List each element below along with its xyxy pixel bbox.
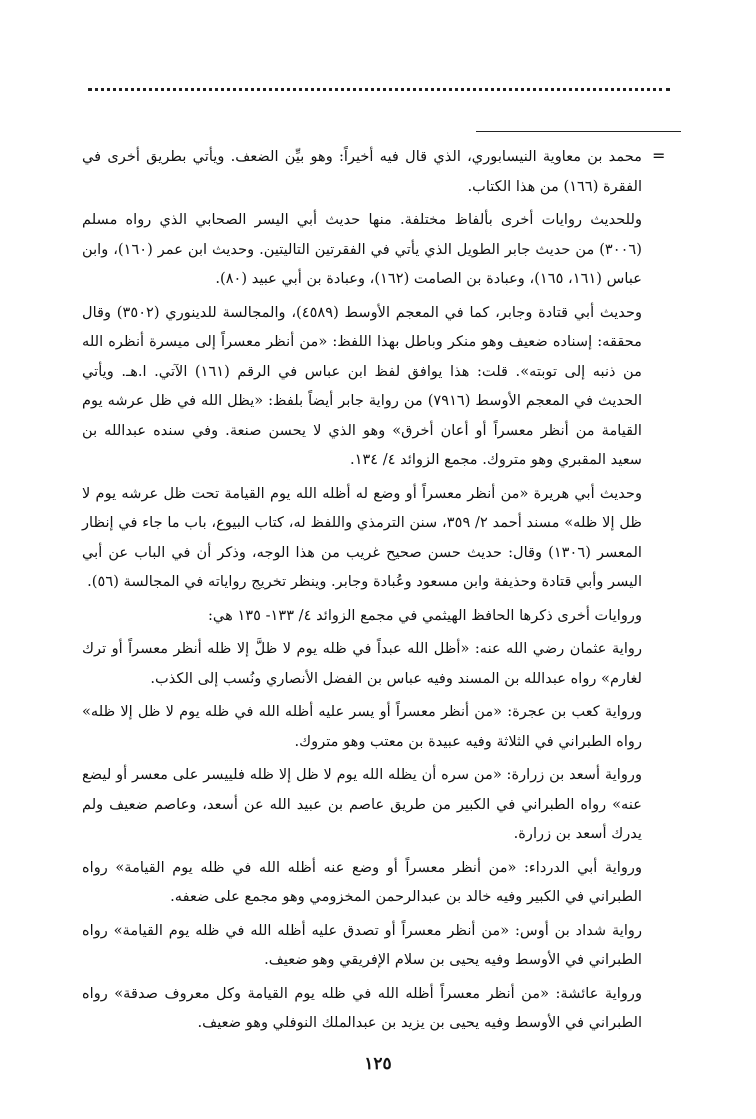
paragraph-11: ورواية عائشة: «من أنظر معسراً أظله الله في ظله يوم القيامة وكل معروف صدقة» رواه الطبراني في الأوسط وفيه يحيى بن يزيد بن عبدالملك النوفلي وهو ضعيف. bbox=[82, 984, 642, 1031]
paragraph-2: وللحديث روايات أخرى بألفاظ مختلفة. منها حديث أبي اليسر الصحابي الذي رواه مسلم (٣٠٠٦) من حديث جابر الطويل الذي يأتي في الفقرتين التاليتين. وحديث ابن عمر (١٦٠)، وابن عباس (١٦١، ١٦٥)، وعبادة بن الصامت (١٦٢)، وعبادة بن أبي عبيد (٨٠). bbox=[82, 211, 642, 287]
paragraph-10: رواية شداد بن أوس: «من أنظر معسراً أو تصدق عليه أظله الله في ظله يوم القيامة» رواه الطبراني في الأوسط وفيه يحيى بن سلام الإفريقي وهو ضعيف. bbox=[82, 921, 642, 968]
paragraph-4: وحديث أبي هريرة «من أنظر معسراً أو وضع له أظله الله يوم القيامة تحت ظل عرشه يوم لا ظل إلا ظله» مسند أحمد ٢/ ٣٥٩، سنن الترمذي واللفظ له، كتاب البيوع، باب ما جاء في إنظار المعسر (١٣٠٦) وقال: حديث حسن صحيح غريب من هذا الوجه، وذكر أن في الباب عن أبي اليسر وأبي قتادة وحذيفة وابن مسعود وعُبادة وجابر. وينظر تخريج رواياته في المجالسة (٥٦). bbox=[82, 484, 643, 590]
header-dotted-rule bbox=[88, 88, 670, 91]
paragraph-6: رواية عثمان رضي الله عنه: «أظل الله عبداً في ظله يوم لا ظلَّ إلا ظله أنظر معسراً أو ترك لغارم» رواه عبدالله بن المسند وفيه عباس بن الفضل الأنصاري ونُسب إلى الكذب. bbox=[82, 640, 642, 687]
paragraph-3: وحديث أبي قتادة وجابر، كما في المعجم الأوسط (٤٥٨٩)، والمجالسة للدينوري (٣٥٠٢) وقال محققه: إسناده ضعيف وهو منكر وباطل بهذا اللفظ: «من أنظر معسراً إلى ميسرة أنظره الله من ذنبه إلى توبته». قلت: هذا يوافق لفظ ابن عباس في الرقم (١٦١) الآتي. ا.هـ. ويأتي الحديث في المعجم الأوسط (٧٩١٦) من رواية جابر أيضاً بلفظ: «يظل الله في ظل عرشه يوم القيامة من أنظر معسراً أو أعان أخرق» وهو الذي لا يحسن صنعة. وفي سنده عبدالله بن سعيد المقبري وهو متروك. مجمع الزوائد ٤/ ١٣٤. bbox=[82, 303, 643, 468]
paragraph-8: ورواية أسعد بن زرارة: «من سره أن يظله الله يوم لا ظل إلا ظله فلييسر على معسر أو ليضع عنه» رواه الطبراني في الكبير من طريق عاصم بن عبيد الله عن أسعد، وعاصم ضعيف ولم يدرك أسعد بن زرارة. bbox=[82, 766, 642, 842]
continuation-mark: = bbox=[652, 146, 666, 165]
paragraph-7: ورواية كعب بن عجرة: «من أنظر معسراً أو يسر عليه أظله الله في ظله يوم لا ظل إلا ظله» رواه الطبراني في الثلاثة وفيه عبيدة بن معتب وهو متروك. bbox=[82, 703, 642, 750]
paragraph-1: محمد بن معاوية النيسابوري، الذي قال فيه أخيراً: وهو بيِّن الضعف. ويأتي بطريق أخرى في الفقرة (١٦٦) من هذا الكتاب. bbox=[82, 148, 642, 195]
paragraph-9: ورواية أبي الدرداء: «من أنظر معسراً أو وضع عنه أظله الله في ظله يوم القيامة» رواه الطبراني في الكبير وفيه خالد بن عبدالرحمن المخزومي وهو مجمع على ضعفه. bbox=[82, 858, 642, 905]
paragraph-5: وروايات أخرى ذكرها الحافظ الهيثمي في مجمع الزوائد ٤/ ١٣٣- ١٣٥ هي: bbox=[208, 606, 642, 624]
page-number: ١٢٥ bbox=[364, 1054, 392, 1074]
footnote-separator bbox=[476, 131, 681, 132]
footnote-body bbox=[82, 142, 642, 1042]
